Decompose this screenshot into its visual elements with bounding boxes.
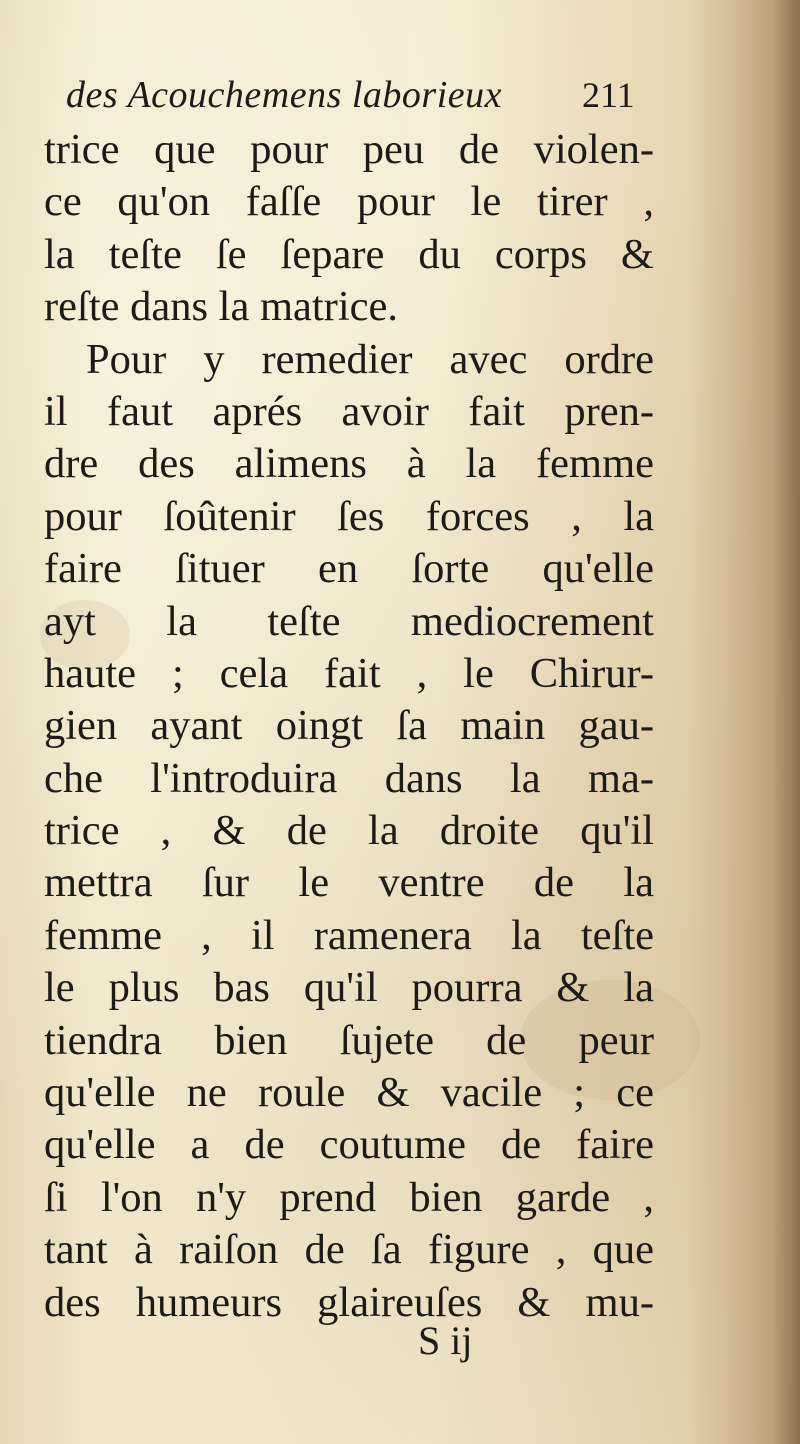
text-line: haute ; cela fait , le Chirur- <box>44 649 654 697</box>
text-line: faire ſituer en ſorte qu'elle <box>44 545 654 593</box>
text-line: il faut aprés avoir fait pren- <box>44 387 654 435</box>
text-line: le plus bas qu'il pourra & la <box>44 964 654 1012</box>
signature-mark: S ij <box>418 1318 473 1363</box>
page-edge-shadow <box>772 0 800 1444</box>
text-line: ce qu'on faſſe pour le tirer , <box>44 178 654 226</box>
text-line: gien ayant oingt ſa main gau- <box>44 702 654 750</box>
running-head <box>66 70 666 120</box>
text-line: qu'elle ne roule & vacile ; ce <box>44 1069 654 1117</box>
text-line: ſi l'on n'y prend bien garde , <box>44 1173 654 1221</box>
text-line: qu'elle a de coutume de faire <box>44 1121 654 1169</box>
text-line: mettra ſur le ventre de la <box>44 859 654 907</box>
text-line: tiendra bien ſujete de peur <box>44 1016 654 1064</box>
text-line: des humeurs glaireuſes & mu- <box>44 1278 654 1326</box>
text-line: che l'introduira dans la ma- <box>44 754 654 802</box>
text-line: femme , il ramenera la teſte <box>44 911 654 959</box>
text-line: trice , & de la droite qu'il <box>44 807 654 855</box>
text-line: ayt la teſte mediocrement <box>44 597 654 645</box>
text-line: dre des alimens à la femme <box>44 440 654 488</box>
text-line: trice que pour peu de violen- <box>44 126 654 173</box>
running-title: des Acouchemens laborieux <box>66 74 503 116</box>
text-line: Pour y remedier avec ordre <box>86 335 654 383</box>
body-text <box>44 124 654 1329</box>
text-line: pour ſoûtenir ſes forces , la <box>44 492 654 540</box>
text-line: la teſte ſe ſepare du corps & <box>44 230 654 278</box>
text-line: reſte dans la matrice. <box>44 283 398 331</box>
page-number: 211 <box>582 75 635 115</box>
text-line: tant à raiſon de ſa figure , que <box>44 1226 654 1274</box>
